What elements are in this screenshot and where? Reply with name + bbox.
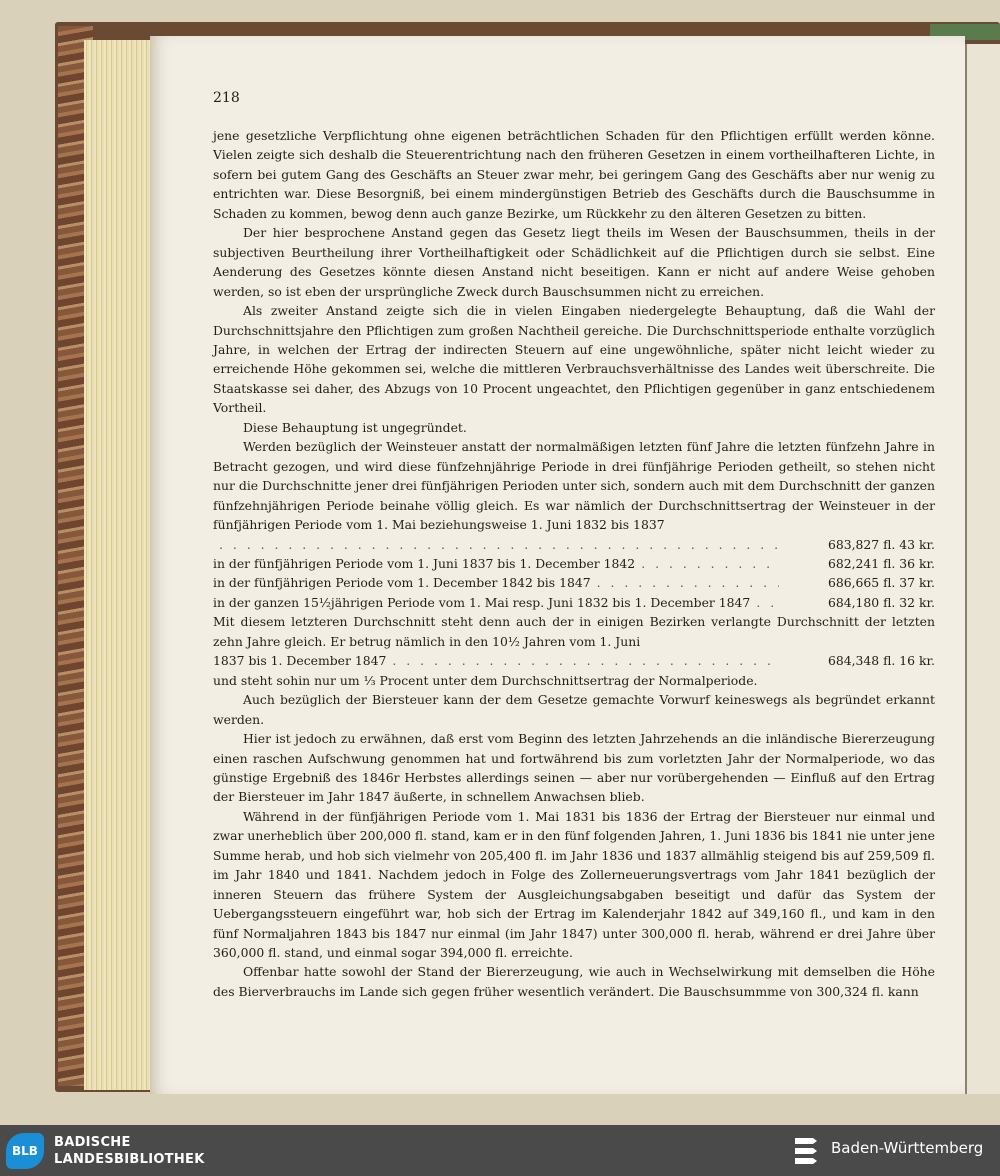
library-name-line: LANDESBIBLIOTHEK — [54, 1152, 205, 1167]
leader-dots — [597, 573, 779, 592]
paragraph: Der hier besprochene Anstand gegen das Gesetz liegt theils im Wesen der Bauschsummen, theils in der subjectiven Beurtheilung ihrer Vortheilhaftigkeit oder Schädlichkeit auf die Pflichtigen durch sie selbst. Eine Aenderung des Gesetzes könnte diesen Anstand nicht beseitigen. Kann er nicht auf andere Weise gehoben werden, so ist eben der ursprüngliche Zweck durch Bauschsummen nicht zu erreichen. — [213, 225, 935, 299]
paragraph: Mit diesem letzteren Durchschnitt steht denn auch der in einigen Bezirken verlangte Durchschnitt der letzten zehn Jahre gleich. Er betrug nämlich in den 10½ Jahren vom 1. Juni — [213, 614, 935, 649]
ledger-value: 683,827 fl. 43 kr. — [827, 536, 935, 552]
state-name[interactable]: Baden-Württemberg — [831, 1139, 984, 1157]
three-lions-icon — [792, 1135, 822, 1167]
ledger-value: 682,241 fl. 36 kr. — [827, 555, 935, 571]
ledger-row — [213, 651, 935, 670]
library-name[interactable] — [54, 1134, 205, 1168]
paragraph: Diese Behauptung ist ungegründet. — [243, 419, 467, 435]
ledger-label: in der fünfjährigen Periode vom 1. Juni 1837 bis 1. December 1842 — [213, 555, 636, 571]
leader-dots — [756, 593, 779, 612]
ledger-label: in der ganzen 15½jährigen Periode vom 1. Mai resp. Juni 1832 bis 1. December 1847 — [213, 594, 751, 610]
ledger-row — [213, 554, 935, 573]
paragraph: Als zweiter Anstand zeigte sich die in vielen Eingaben niedergelegte Behauptung, daß die Wahl der Durchschnittsjahre den Pflichtigen zum großen Nachtheil gereiche. Die Durchschnittsperiode enthalte vorzüglich Jahre, in welchen der Ertrag der indirecten Steuern auf eine ungewöhnliche, später nicht leicht wieder zu erreichende Höhe gekommen sei, welche die mittleren Verbrauchsverhältnisse des Landes weit überschreite. Die Staatskasse sei daher, des Abzugs von 10 Procent ungeachtet, den Pflichtigen gegenüber in ganz entschiedenem Vortheil. — [213, 303, 935, 416]
page-text — [213, 126, 935, 1001]
paragraph: Offenbar hatte sowohl der Stand der Biererzeugung, wie auch in Wechselwirkung mit demselben die Höhe des Bierverbrauchs im Lande sich gegen früher wesentlich verändert. Die Bauschsummme von 300,324 fl. kann — [213, 964, 935, 999]
footer-bar — [0, 1125, 1000, 1176]
blb-logo[interactable]: BLB — [6, 1133, 44, 1169]
leader-dots — [641, 554, 779, 573]
paragraph-weinsteuer — [213, 437, 935, 534]
page-number: 218 — [213, 90, 240, 106]
paragraph: jene gesetzliche Verpflichtung ohne eigenen beträchtlichen Schaden für den Pflichtigen erfüllt werden könne. Vielen zeigte sich deshalb die Steuerentrichtung nach den früheren Gesetzen in einem vortheilhafteren Lichte, in sofern bei gutem Gang des Geschäfts an Steuer zwar mehr, bei geringem Gang des Geschäfts aber nur wenig zu entrichten war. Diese Besorgniß, bei einem mindergünstigen Betrieb des Geschäfts durch die Bauschsumme in Schaden zu kommen, bewog denn auch ganze Bezirke, um Rückkehr zu den älteren Gesetzen zu bitten. — [213, 128, 935, 221]
paragraph: Während in der fünfjährigen Periode vom 1. Mai 1831 bis 1836 der Ertrag der Biersteuer nur einmal und zwar unerheblich über 200,000 fl. stand, kam er in den fünf folgenden Jahren, 1. Juni 1836 bis 1841 nie unter jene Summe herab, und hob sich vielmehr von 205,400 fl. im Jahr 1836 und 1837 allmählig steigend bis auf 259,509 fl. im Jahr 1840 und 1841. Nachdem jedoch in Folge des Zollerneuerungsvertrags vom Jahr 1841 bezüglich der inneren Steuern das frühere System der Ausgleichungsabgaben beseitigt und dafür das System der Uebergangssteuern eingeführt war, hob sich der Ertrag im Kalenderjahr 1842 auf 349,160 fl., und kam in den fünf Normaljahren 1843 bis 1847 nur einmal (im Jahr 1847) unter 300,000 fl. herab, während er drei Jahre über 360,000 fl. stand, und einmal sogar 394,000 fl. erreichte. — [213, 808, 935, 961]
leader-dots — [219, 535, 779, 554]
paragraph: Hier ist jedoch zu erwähnen, daß erst vom Beginn des letzten Jahrzehends an die inländische Biererzeugung einen raschen Aufschwung genommen hat und fortwährend bis zum vorletzten Jahr der Normalperiode, wo das günstige Ergebniß des 1846r Herbstes allerdings seinen — aber nur vorübergehenden — Einfluß auf den Ertrag der Biersteuer im Jahr 1847 äußerte, in schnellem Anwachsen blieb. — [213, 731, 935, 805]
ledger-row — [213, 593, 935, 612]
leader-dots — [392, 651, 779, 670]
facing-page-edge — [965, 44, 1000, 1094]
ledger-value: 684,180 fl. 32 kr. — [827, 594, 935, 610]
paragraph-text: Werden bezüglich der Weinsteuer anstatt der normalmäßigen letzten fünf Jahre die letzten fünfzehn Jahre in Betracht gezogen, und wird diese fünfzehnjährige Periode in drei fünfjährige Perioden getheilt, so stehen nicht nur die Durchschnitte jener drei fünfjährigen Perioden unter sich, sondern auch mit dem Durchschnitt der ganzen fünfzehnjährigen Periode beinahe völlig gleich. Es war nämlich der Durchschnittsertrag der Weinsteuer in der fünfjährigen Periode vom 1. Mai beziehungsweise 1. Juni 1832 bis 1837 — [213, 439, 935, 533]
paragraph: Auch bezüglich der Biersteuer kann der dem Gesetze gemachte Vorwurf keineswegs als begründet erkannt werden. — [213, 692, 935, 727]
ledger-value: 684,348 fl. 16 kr. — [827, 653, 935, 669]
ledger-row — [213, 573, 935, 592]
page-edges — [84, 40, 154, 1090]
ledger-value: 686,665 fl. 37 kr. — [827, 575, 935, 591]
ledger-row — [213, 535, 935, 554]
library-name-line: BADISCHE — [54, 1135, 131, 1150]
ledger-label: 1837 bis 1. December 1847 — [213, 653, 387, 669]
ledger-label: in der fünfjährigen Periode vom 1. December 1842 bis 1847 — [213, 575, 591, 591]
paragraph: und steht sohin nur um ⅓ Procent unter dem Durchschnittsertrag der Normalperiode. — [213, 672, 758, 688]
